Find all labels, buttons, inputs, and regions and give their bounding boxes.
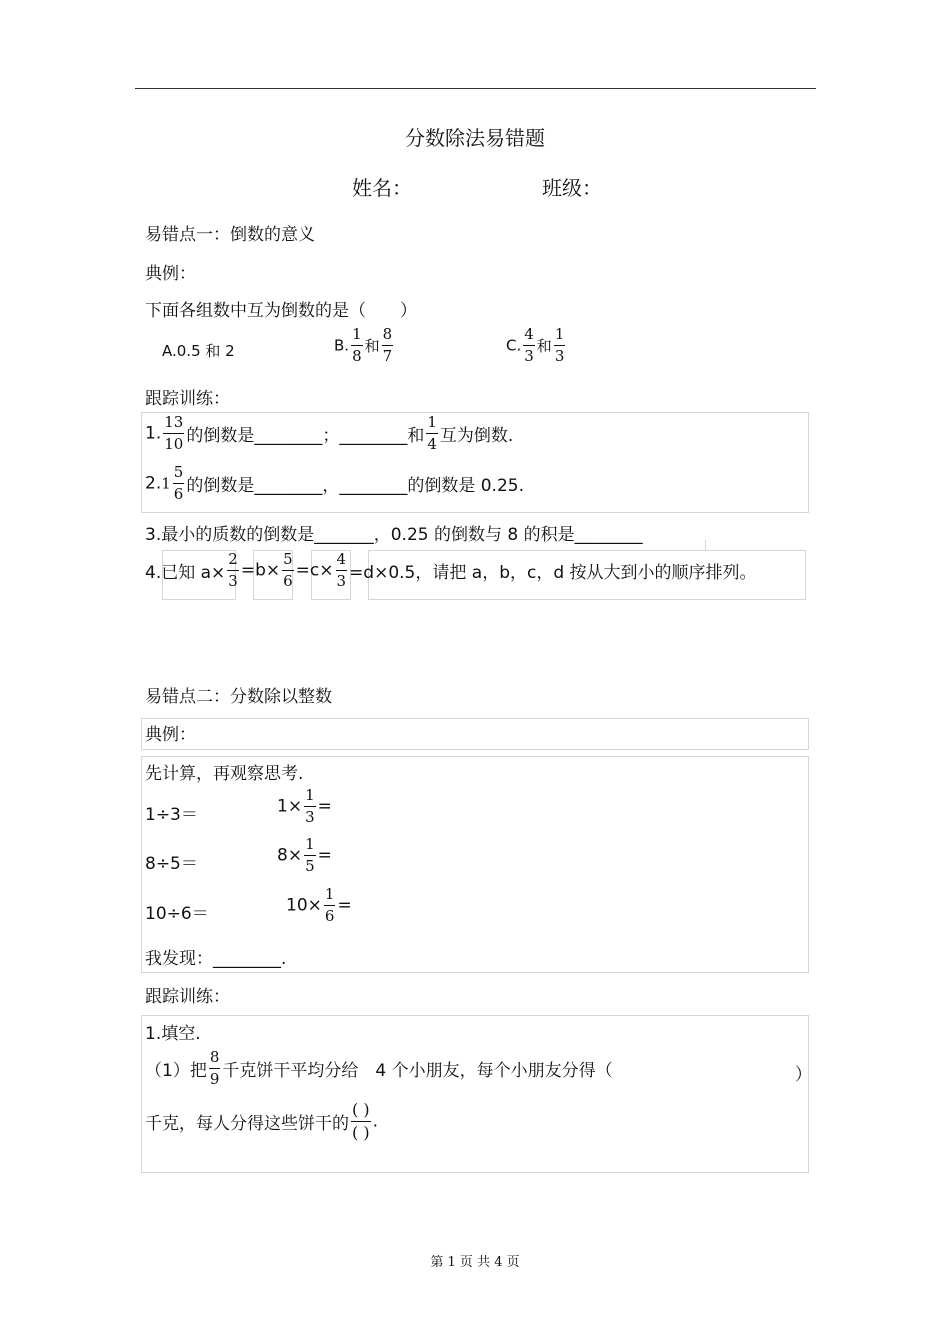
calc-left: 8÷5＝ — [145, 854, 198, 874]
page-title: 分数除法易错题 — [405, 126, 545, 150]
fraction — [351, 1102, 371, 1141]
calc-right — [277, 788, 332, 825]
section2-instruction: 先计算，再观察思考. — [145, 764, 304, 784]
section1-question: 下面各组数中互为倒数的是（ ） — [145, 301, 417, 321]
q4-t2: =c× — [295, 560, 334, 581]
numerator: 1 — [304, 788, 316, 807]
numerator: 1 — [554, 327, 566, 346]
fraction — [324, 887, 336, 924]
numerator: ( ) — [351, 1102, 371, 1122]
divider — [705, 540, 706, 550]
fraction — [382, 327, 394, 364]
option-b-prefix: B. — [334, 336, 350, 355]
calc-prefix: 8× — [277, 845, 303, 866]
equals-sign: = — [317, 845, 332, 866]
fill-in-title: 1.填空. — [145, 1024, 201, 1044]
numerator: 5 — [173, 465, 185, 484]
equals-sign: = — [317, 796, 332, 817]
and-word: 和 — [364, 337, 380, 355]
mixed-whole: 1 — [161, 474, 171, 493]
denominator: 3 — [228, 572, 238, 590]
q2-prefix: 2. — [145, 473, 162, 494]
fraction — [336, 552, 348, 589]
q1-text2: 互为倒数. — [439, 426, 514, 446]
equals-sign: = — [337, 895, 352, 916]
fraction — [304, 837, 316, 874]
denominator: 5 — [305, 857, 315, 875]
fraction — [227, 552, 239, 589]
q1-prefix: 1. — [145, 423, 162, 444]
fill-in-part2 — [145, 1102, 378, 1141]
option-b — [334, 327, 395, 364]
calc-prefix: 1× — [277, 796, 303, 817]
part2-end: . — [372, 1111, 378, 1132]
section1-example-label: 典例： — [145, 264, 196, 284]
calc-prefix: 10× — [286, 895, 322, 916]
fraction — [523, 327, 535, 364]
numerator: 13 — [163, 415, 184, 434]
numerator: 1 — [324, 887, 336, 906]
denominator: 8 — [352, 347, 362, 365]
option-c-prefix: C. — [506, 336, 522, 355]
numerator: 8 — [382, 327, 394, 346]
example-content-box — [141, 756, 809, 973]
calc-left: 10÷6＝ — [145, 904, 209, 924]
class-label: 班级： — [542, 176, 602, 200]
section2-example-label: 典例： — [145, 725, 196, 745]
fraction — [304, 788, 316, 825]
fraction — [351, 327, 363, 364]
denominator: ( ) — [352, 1123, 370, 1142]
and-word: 和 — [536, 337, 552, 355]
page-footer: 第 1 页 共 4 页 — [430, 1255, 520, 1270]
denominator: 3 — [305, 808, 315, 826]
name-label: 姓名： — [352, 176, 412, 200]
q2-text: 的倒数是________，________的倒数是 0.25. — [186, 476, 524, 496]
denominator: 6 — [324, 907, 335, 925]
section2-practice-label: 跟踪训练： — [145, 987, 230, 1007]
section2-heading: 易错点二：分数除以整数 — [145, 687, 332, 707]
option-c — [506, 327, 567, 364]
calc-left: 1÷3＝ — [145, 805, 198, 825]
part2-text: 千克，每人分得这些饼干的 — [145, 1114, 349, 1134]
numerator: 1 — [304, 837, 316, 856]
header-rule — [135, 88, 816, 89]
fraction — [163, 415, 184, 452]
practice-box — [141, 1015, 809, 1173]
fill-in-part1 — [145, 1050, 613, 1087]
denominator: 7 — [382, 347, 393, 365]
numerator: 4 — [523, 327, 535, 346]
numerator: 1 — [351, 327, 363, 346]
practice-q3: 3.最小的质数的倒数是_______，0.25 的倒数与 8 的积是________ — [145, 525, 643, 545]
section1-practice-label: 跟踪训练： — [145, 389, 230, 409]
q4-t3: =d×0.5，请把 a，b，c，d 按从大到小的顺序排列。 — [349, 563, 757, 583]
denominator: 6 — [173, 485, 184, 503]
numerator: 2 — [227, 552, 239, 571]
denominator: 6 — [283, 572, 293, 590]
q4-t1: =b× — [240, 560, 281, 581]
option-a: A.0.5 和 2 — [162, 342, 235, 360]
part1-text: 千克饼干平均分给 4 个小朋友，每个小朋友分得（ — [222, 1061, 613, 1081]
denominator: 3 — [524, 347, 534, 365]
practice-q4 — [145, 552, 757, 589]
section1-heading: 易错点一：倒数的意义 — [145, 225, 315, 245]
part1-close-paren: ） — [795, 1065, 812, 1085]
fraction — [282, 552, 294, 589]
denominator: 9 — [209, 1070, 220, 1088]
numerator: 5 — [282, 552, 294, 571]
calc-right — [277, 837, 332, 874]
q4-prefix: 4.已知 a× — [145, 563, 226, 583]
fraction — [209, 1050, 221, 1087]
fraction — [554, 327, 566, 364]
numerator: 4 — [336, 552, 348, 571]
finding-text: 我发现：________. — [145, 949, 287, 969]
denominator: 3 — [336, 572, 347, 590]
fraction — [426, 415, 438, 452]
fraction — [173, 465, 185, 502]
practice-q1 — [145, 415, 513, 452]
numerator: 8 — [209, 1050, 221, 1069]
example-box — [141, 718, 809, 750]
denominator: 3 — [554, 347, 565, 365]
numerator: 1 — [426, 415, 438, 434]
denominator: 10 — [164, 435, 184, 453]
practice-q2 — [145, 465, 524, 502]
calc-right — [286, 887, 352, 924]
denominator: 4 — [427, 435, 437, 453]
part1-prefix: （1）把 — [145, 1061, 207, 1081]
q1-text1: 的倒数是________；________和 — [186, 426, 425, 446]
